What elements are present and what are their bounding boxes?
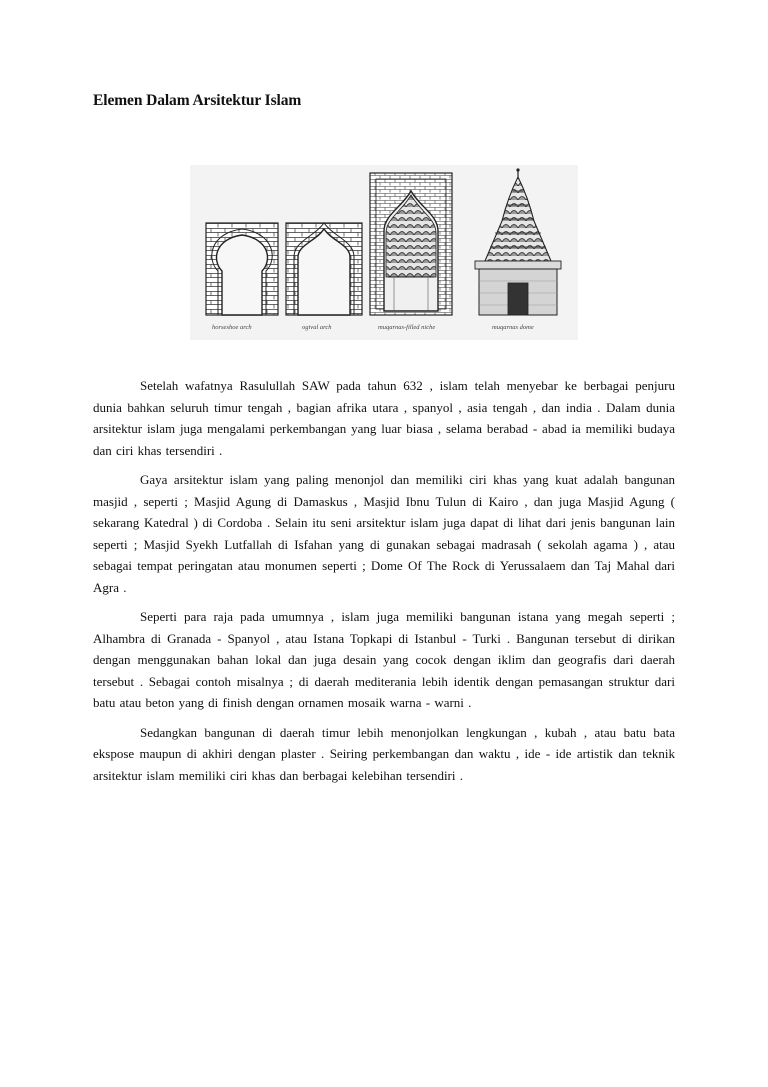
paragraph-2: Gaya arsitektur islam yang paling menonjol dan memiliki ciri khas yang kuat adalah bangunan masjid , seperti ; Masjid Agung di Damaskus , Masjid Ibnu Tulun di Kairo , dan juga Masjid Agung ( sekarang Katedral ) di Cordoba . Selain itu seni arsitektur islam juga dapat di lihat dari jenis bangunan lain seperti ; Masjid Syekh Lutfallah di Isfahan yang di gunakan sebagai madrasah ( sekolah agama ) , atau sebagai tempat peringatan atau monumen seperti ; Dome Of The Rock di Yerussalaem dan Taj Mahal dari Agra .: [93, 472, 675, 595]
paragraph-4: Sedangkan bangunan di daerah timur lebih menonjolkan lengkungan , kubah , atau batu bata ekspose maupun di akhiri dengan plaster . Seiring perkembangan dan waktu , ide - ide artistik dan teknik arsitektur islam memiliki ciri khas dan berbagai kelebihan tersendiri .: [93, 724, 675, 783]
caption-muqarnas-niche: muqarnas-filled niche: [378, 324, 436, 331]
paragraph-1: Setelah wafatnya Rasulullah SAW pada tahun 632 , islam telah menyebar ke berbagai penjuru dunia bahkan seluruh timur tengah , bagian afrika utara , spanyol , asia tengah , dan india . Dalam dunia arsitektur islam juga mengalami perkembangan yang luar biasa , selama berabad - abad ia memiliki budaya dan ciri khas tersendiri .: [93, 378, 675, 458]
muqarnas-niche-drawing: [370, 173, 452, 315]
muqarnas-dome-drawing: [475, 168, 561, 315]
caption-ogival-arch: ogival arch: [302, 324, 332, 331]
ogival-arch-drawing: [286, 223, 362, 315]
body-text: [93, 375, 675, 794]
paragraph-3: Seperti para raja pada umumnya , islam juga memiliki bangunan istana yang megah seperti ; Alhambra di Granada - Spanyol , atau Istana Topkapi di Istanbul - Turki . Bangunan tersebut di dirikan dengan menggunakan bahan lokal dan juga desain yang cocok dengan iklim dan geografis dari daerah tersebut . Sebagai contoh misalnya ; di daerah mediterania lebih identik dengan pemasangan struktur dari batu atau beton yang di finish dengan ornamen mosaik warna - warni .: [93, 609, 675, 710]
islamic-arch-illustration: [190, 165, 578, 340]
caption-horseshoe-arch: horseshoe arch: [212, 324, 252, 331]
page-title: Elemen Dalam Arsitektur Islam: [93, 92, 302, 109]
caption-muqarnas-dome: muqarnas dome: [492, 324, 534, 331]
horseshoe-arch-drawing: [206, 223, 278, 315]
